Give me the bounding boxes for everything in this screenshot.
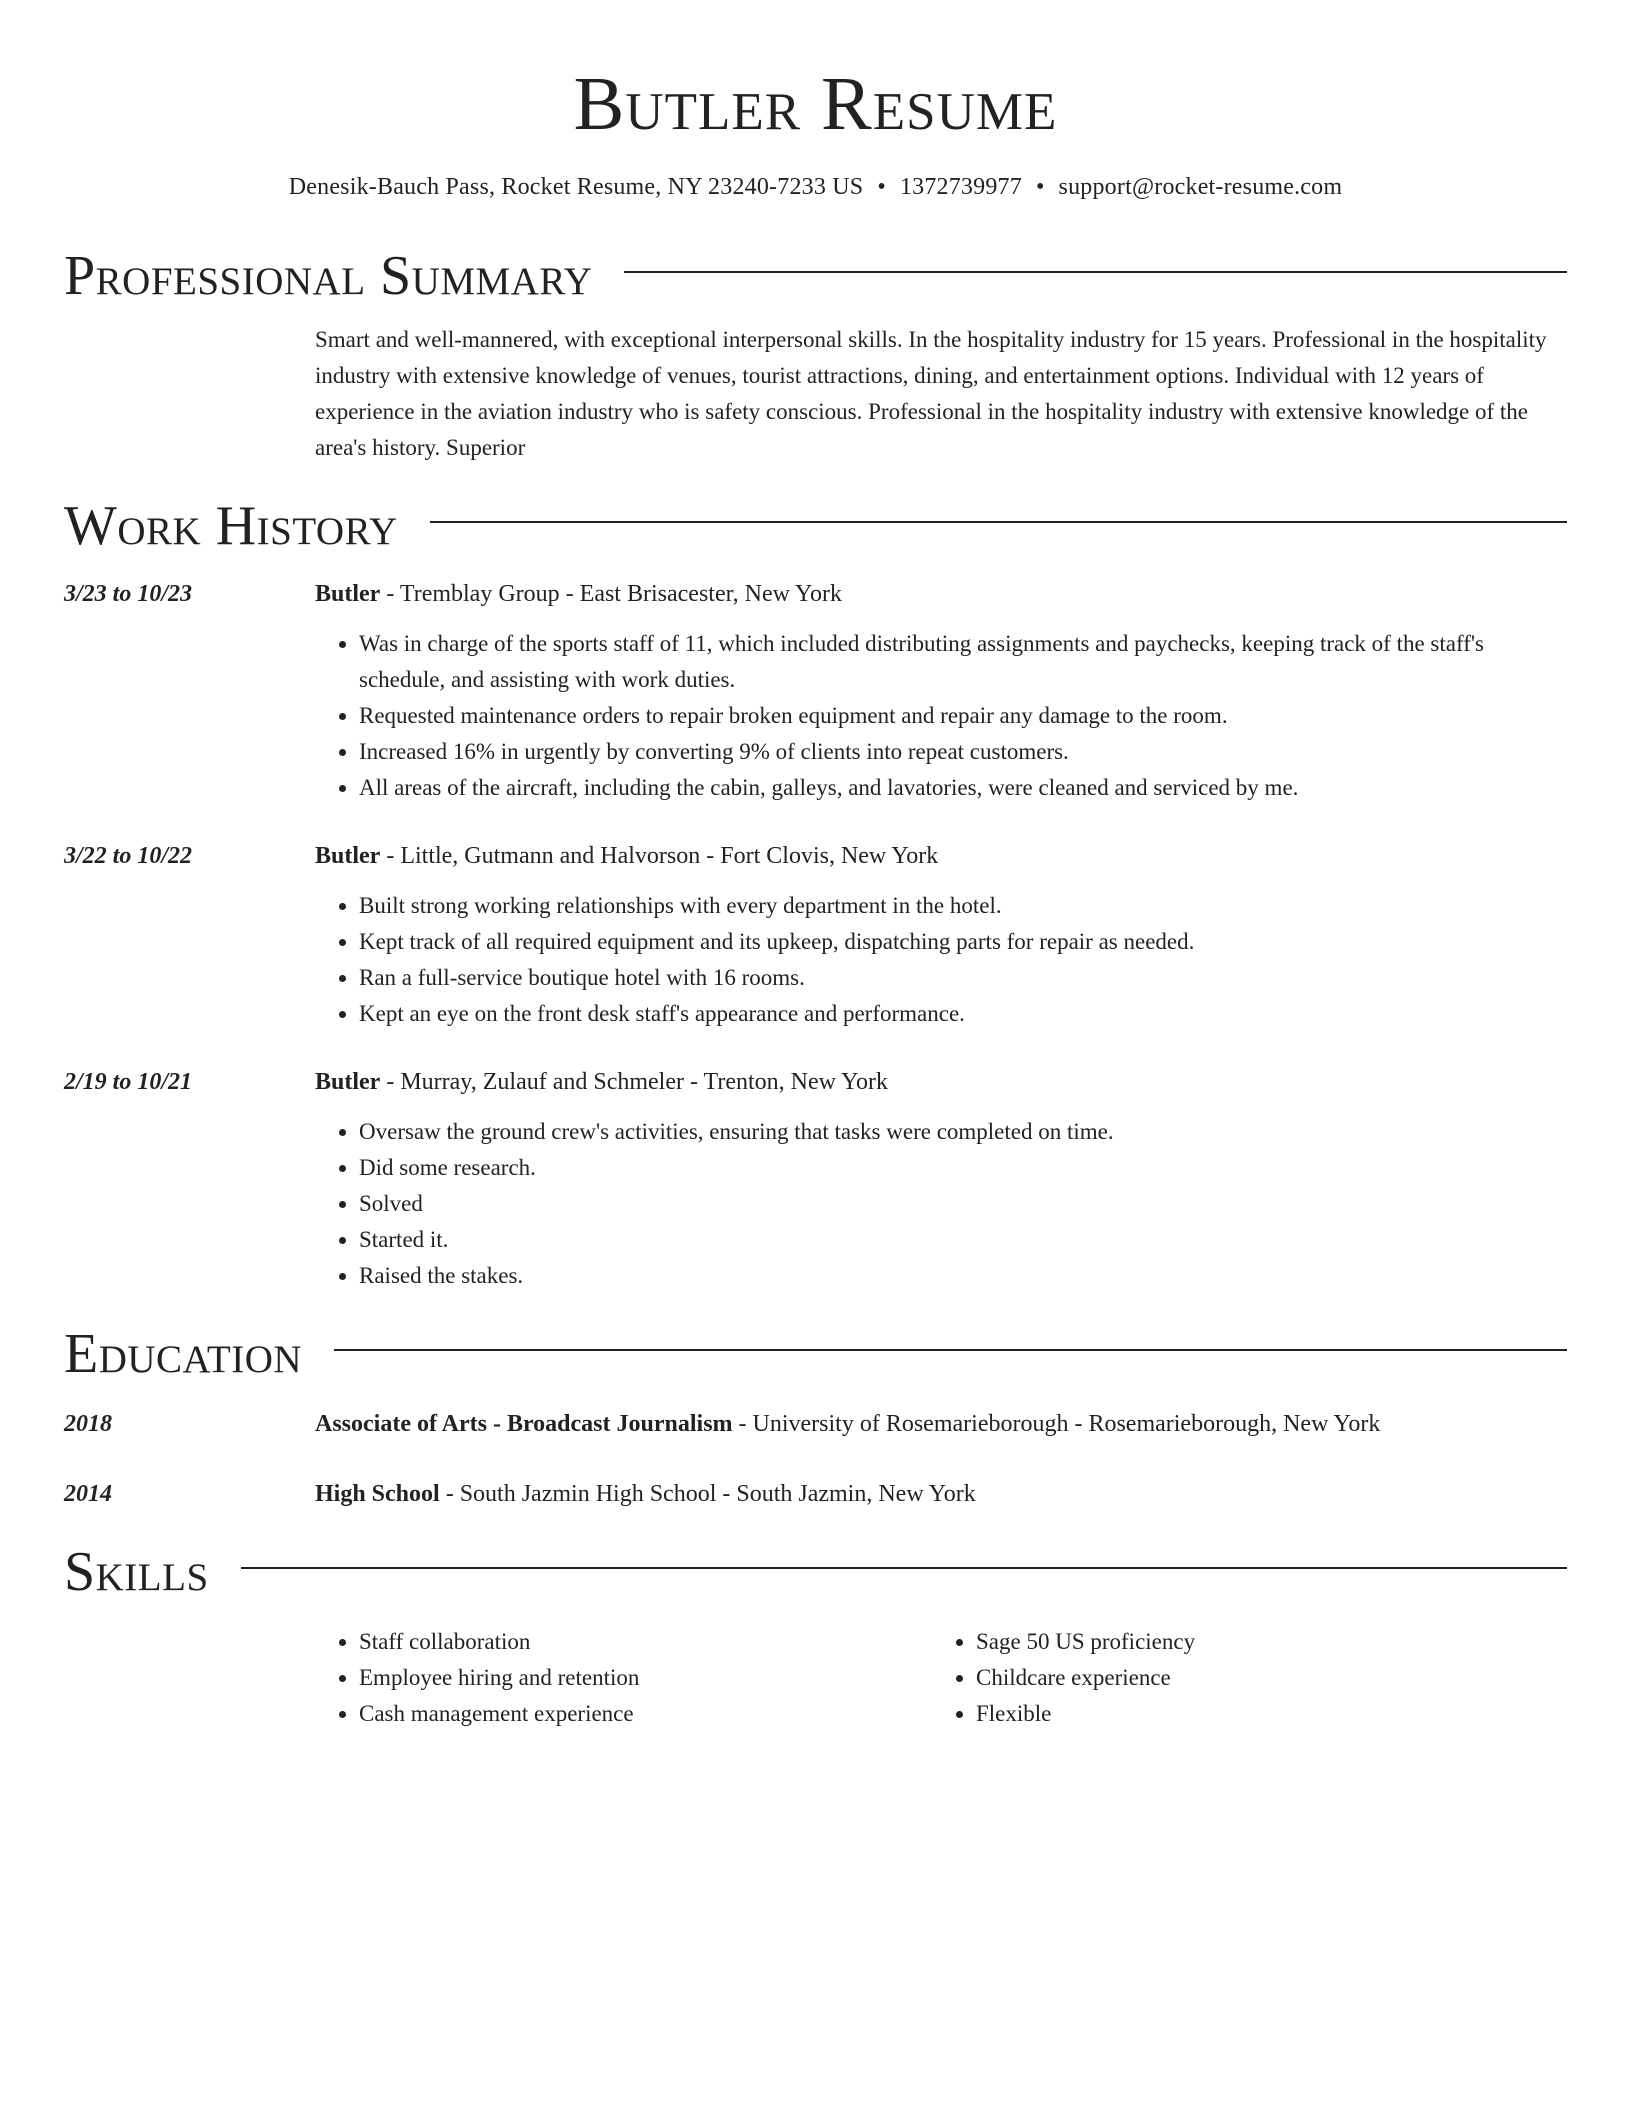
skill-item: • Sage 50 US proficiency bbox=[976, 1624, 1549, 1660]
job-title-line bbox=[315, 578, 1567, 610]
section-divider bbox=[430, 521, 1567, 523]
job-title: Butler bbox=[315, 1069, 381, 1095]
education-section-header bbox=[64, 1322, 1567, 1386]
job-title-line bbox=[315, 840, 1567, 872]
contact-separator: • bbox=[877, 174, 886, 200]
skills-heading: Skills bbox=[64, 1541, 209, 1603]
job-bullet: • Oversaw the ground crew's activities, ensuring that tasks were completed on time. bbox=[359, 1114, 1567, 1150]
job-title-line bbox=[315, 1066, 1567, 1098]
job-dates: 2/19 to 10/21 bbox=[64, 1069, 193, 1095]
job-details: - Tremblay Group - East Brisacester, New York bbox=[380, 581, 842, 607]
education-year: 2014 bbox=[64, 1481, 112, 1507]
job-bullet: • Requested maintenance orders to repair broken equipment and repair any damage to the room. bbox=[359, 698, 1567, 734]
job-title: Butler bbox=[315, 581, 381, 607]
education-line bbox=[315, 1478, 1567, 1510]
job-bullet: • Kept track of all required equipment and its upkeep, dispatching parts for repair as needed. bbox=[359, 924, 1567, 960]
job-bullet: • Was in charge of the sports staff of 11, which included distributing assignments and paychecks, keeping track of the staff's schedule, and assisting with work duties. bbox=[359, 626, 1567, 698]
job-bullets bbox=[315, 1114, 1567, 1294]
job-details: - Murray, Zulauf and Schmeler - Trenton, New York bbox=[380, 1069, 889, 1095]
skill-item: • Employee hiring and retention bbox=[359, 1660, 932, 1696]
job-bullet: • All areas of the aircraft, including the cabin, galleys, and lavatories, were cleaned and serviced by me. bbox=[359, 770, 1567, 806]
job-details: - Little, Gutmann and Halvorson - Fort Clovis, New York bbox=[380, 843, 939, 869]
education-heading: Education bbox=[64, 1323, 303, 1385]
resume-name: Butler Resume bbox=[573, 62, 1058, 146]
education-degree: High School bbox=[315, 1481, 440, 1507]
skill-item: • Staff collaboration bbox=[359, 1624, 932, 1660]
job-body bbox=[315, 1066, 1567, 1294]
job-bullet: • Kept an eye on the front desk staff's appearance and performance. bbox=[359, 996, 1567, 1032]
skills-column-right bbox=[932, 1624, 1549, 1732]
job-bullet: • Did some research. bbox=[359, 1150, 1567, 1186]
summary-heading: Professional Summary bbox=[64, 245, 593, 307]
job-bullet: • Built strong working relationships with every department in the hotel. bbox=[359, 888, 1567, 924]
contact-line bbox=[64, 172, 1567, 202]
resume-page bbox=[64, 0, 1567, 1732]
education-line bbox=[315, 1408, 1567, 1440]
contact-separator: • bbox=[1035, 174, 1045, 200]
section-divider bbox=[624, 271, 1567, 273]
job-bullet: • Raised the stakes. bbox=[359, 1258, 1567, 1294]
education-entry bbox=[64, 1408, 1567, 1440]
education-year: 2018 bbox=[64, 1411, 112, 1437]
education-details: - South Jazmin High School - South Jazmin, New York bbox=[439, 1481, 976, 1507]
skills-section-header bbox=[64, 1540, 1567, 1604]
job-body bbox=[315, 578, 1567, 806]
work-heading: Work History bbox=[64, 495, 398, 557]
job-entry bbox=[64, 840, 1567, 1032]
education-degree: Associate of Arts - Broadcast Journalism bbox=[315, 1411, 733, 1437]
section-divider bbox=[241, 1567, 1567, 1569]
skill-item: • Flexible bbox=[976, 1696, 1549, 1732]
job-entry bbox=[64, 1066, 1567, 1294]
job-bullet: • Solved bbox=[359, 1186, 1567, 1222]
education-details: - University of Rosemarieborough - Rosemarieborough, New York bbox=[732, 1411, 1381, 1437]
job-bullet: • Ran a full-service boutique hotel with 16 rooms. bbox=[359, 960, 1567, 996]
contact-email: support@rocket-resume.com bbox=[1058, 174, 1343, 200]
section-divider bbox=[334, 1349, 1567, 1351]
skills-list bbox=[315, 1624, 1567, 1732]
job-bullets bbox=[315, 888, 1567, 1032]
summary-text: Smart and well-mannered, with exceptional interpersonal skills. In the hospitality industry for 15 years. Professional in the hospitality industry with extensive knowledge of venues, tourist attractions, dining, and entertainment options. Individual with 12 years of experience in the aviation industry who is safety conscious. Professional in the hospitality industry with extensive knowledge of the area's history. Superior bbox=[315, 327, 1547, 460]
skills-column-left bbox=[315, 1624, 932, 1732]
job-bullet: • Increased 16% in urgently by converting 9% of clients into repeat customers. bbox=[359, 734, 1567, 770]
education-entry bbox=[64, 1478, 1567, 1510]
contact-address: Denesik-Bauch Pass, Rocket Resume, NY 23240-7233 US bbox=[288, 174, 864, 200]
job-dates: 3/22 to 10/22 bbox=[64, 843, 193, 869]
work-section-header bbox=[64, 494, 1567, 558]
skill-item: • Cash management experience bbox=[359, 1696, 932, 1732]
job-body bbox=[315, 840, 1567, 1032]
job-bullet: • Started it. bbox=[359, 1222, 1567, 1258]
summary-section-header bbox=[64, 244, 1567, 308]
contact-phone: 1372739977 bbox=[899, 174, 1022, 200]
job-entry bbox=[64, 578, 1567, 806]
job-bullets bbox=[315, 626, 1567, 806]
job-title: Butler bbox=[315, 843, 381, 869]
skill-item: • Childcare experience bbox=[976, 1660, 1549, 1696]
job-dates: 3/23 to 10/23 bbox=[64, 581, 193, 607]
